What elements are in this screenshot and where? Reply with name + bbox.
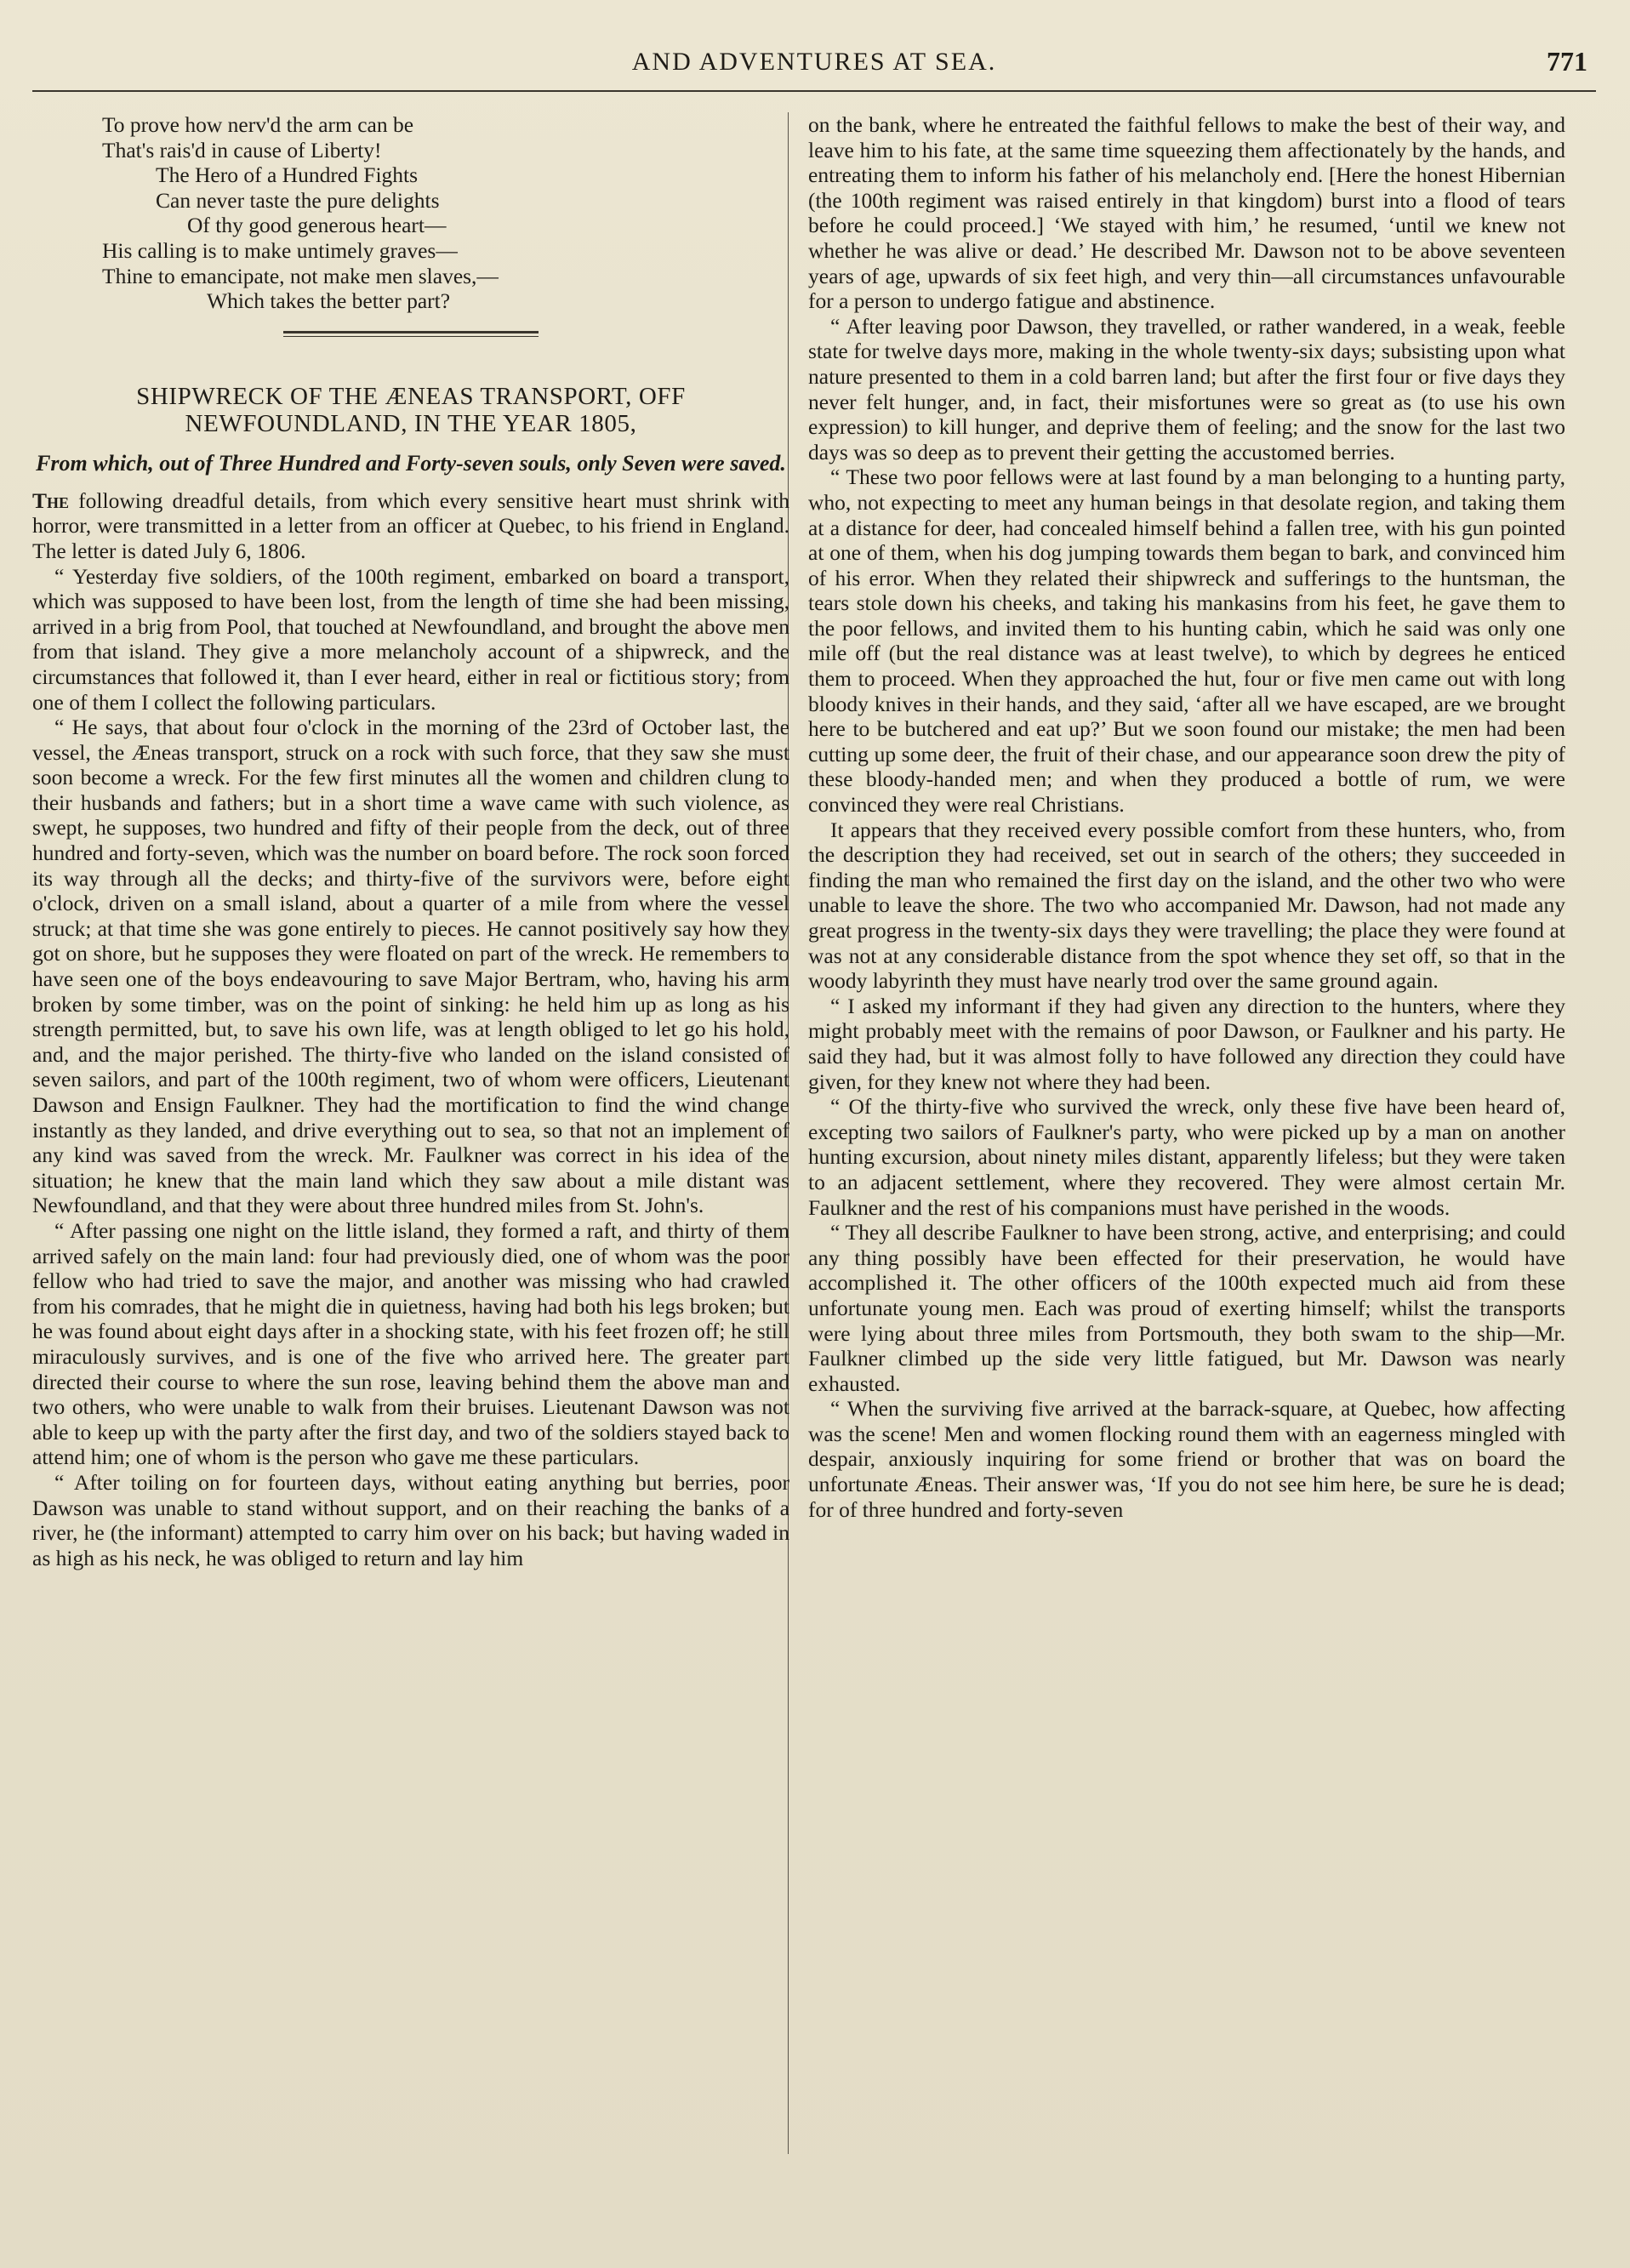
poem-line: Which takes the better part? (207, 288, 451, 314)
poem (32, 112, 789, 314)
poem-line: His calling is to make untimely graves— (102, 237, 458, 263)
paragraph: “ These two poor fellows were at last found by a man belonging to a hunting party, who, not expecting to meet any human beings in that desolate region, and taking them at a distance for deer, had concealed himself behind a fallen tree, with his gun pointed at one of them, when his dog jumping towards them began to bark, and convinced him of his error. When they related their shipwreck and sufferings to the huntsman, the tears stole down his cheeks, and taking his mankasins from his feet, he gave them to the poor fellows, and invited them to his hunting cabin, which he said was only one mile off (but the real distance was at least twelve), to which by degrees he enticed them to proceed. When they approached the hut, four or five men came out with long bloody knives in their hands, and they said, ‘after all we have escaped, are we brought here to be butchered and eat up?’ But we soon found our mistake; the men had been cutting up some deer, the fruit of their chase, and our appearance soon drew the pity of these bloody-handed men; and when they produced a bottle of rum, we were convinced they were real Christians. (808, 464, 1565, 818)
left-column (32, 112, 789, 2171)
paragraph: The following dreadful details, from which every sensitive heart must shrink with horror, were transmitted in a letter from an officer at Quebec, to his friend in England. The letter is dated July 6, 1806. (32, 487, 789, 563)
right-column (808, 112, 1565, 2171)
drop-word: The (32, 487, 70, 513)
paragraph: “ They all describe Faulkner to have been strong, active, and enterprising; and could any thing possibly have been effected for their preservation, he would have accomplished it. The other officers of the 100th expected much aid from these unfortunate young men. Each was proud of exerting himself; whilst the transports were lying about three miles from Portsmouth, they both swam to the ship—Mr. Faulkner climbed up the side very little fatigued, but Mr. Dawson was nearly exhausted. (808, 1220, 1565, 1396)
poem-line: That's rais'd in cause of Liberty! (102, 137, 382, 162)
poem-line: Of thy good generous heart— (187, 213, 447, 238)
paragraph: It appears that they received every possible comfort from these hunters, who, from the description they had received, set out in search of the others; they succeeded in finding the man who remained the first day on the island, and the other two who were unable to leave the shore. The two who accompanied Mr. Dawson, had not made any great progress in the twenty-six days they were travelling; the place they were found at was not at any considerable distance from the spot whence they set off, so that in the woody labyrinth they must have nearly trod over the same ground again. (808, 817, 1565, 994)
article-title: SHIPWRECK OF THE ÆNEAS TRANSPORT, OFF NEWFOUNDLAND, IN THE YEAR 1805, (136, 382, 686, 437)
paragraph: “ Yesterday five soldiers, of the 100th regiment, embarked on board a transport, which was supposed to have been lost, from the length of time she had been missing, arrived in a brig from Pool, that touched at Newfoundland, and brought the above men from that island. They give a more melancholy account of a shipwreck, and the circumstances that followed it, than I ever heard, either in real or fictitious story; from one of them I collect the following particulars. (32, 563, 789, 715)
paragraph: “ After leaving poor Dawson, they travelled, or rather wandered, in a weak, feeble state for twelve days more, making in the whole twenty-six days; subsisting upon what nature presented to them in a cold barren land; but after the first four or five days they never felt hunger, and, in fact, their misfortunes were so great as (to use his own expression) to kill hunger, and deprive them of feeling; and the snow for the last two days was so deep as to prevent their getting the accustomed berries. (808, 313, 1565, 464)
paragraph: “ When the surviving five arrived at the barrack-square, at Quebec, how affecting was the scene! Men and women flocking round them with an eagerness mingled with despair, anxiously inquiring for some friend or brother that was on board the unfortunate Æneas. Their answer was, ‘If you do not see him here, be sure he is dead; for of three hundred and forty-seven (808, 1396, 1565, 1522)
article-subtitle: From which, out of Three Hundred and Forty-seven souls, only Seven were saved. (36, 450, 786, 476)
poem-line: Thine to emancipate, not make men slaves,— (102, 263, 499, 288)
paragraph: on the bank, where he entreated the faithful fellows to make the best of their way, and leave him to his fate, at the same time squeezing them affectionately by the hands, and entreating them to inform his father of his melancholy end. [Here the honest Hibernian (the 100th regiment was raised entirely in that kingdom) burst into a flood of tears before he could proceed.] ‘We stayed with him,’ he resumed, ‘until we knew not whether he was alive or dead.’ He described Mr. Dawson not to be above seventeen years of age, upwards of six feet high, and very thin—all circumstances unfavourable for a person to undergo fatigue and abstinence. (808, 112, 1565, 314)
paragraph: “ Of the thirty-five who survived the wreck, only these five have been heard of, excepting two sailors of Faulkner's party, who were picked up by a man on another hunting excursion, about ninety miles distant, apparently lifeless; but they were taken to an adjacent settlement, where they recovered. They were almost certain Mr. Faulkner and the rest of his companions must have perished in the woods. (808, 1094, 1565, 1220)
section-separator (32, 331, 789, 337)
poem-line: Can never taste the pure delights (156, 187, 440, 213)
header-rule (32, 90, 1596, 92)
poem-line: The Hero of a Hundred Fights (156, 162, 419, 188)
paragraph: “ After toiling on for fourteen days, without eating anything but berries, poor Dawson was unable to stand without support, and on their reaching the banks of a river, he (the informant) attempted to carry him over on his back; but having waded in as high as his neck, he was obliged to return and lay him (32, 1469, 789, 1570)
page-number: 771 (1547, 46, 1587, 77)
paragraph: “ I asked my informant if they had given any direction to the hunters, where they might probably meet with the remains of poor Dawson, or Faulkner and his party. He said they had, but it was almost folly to have followed any direction they could have given, for they knew not where they had been. (808, 993, 1565, 1094)
running-title: AND ADVENTURES AT SEA. (631, 48, 997, 76)
paragraph: “ After passing one night on the little island, they formed a raft, and thirty of them arrived safely on the main land: four had previously died, one of whom was the poor fellow who had tried to save the major, and another was missing who had crawled from his comrades, that he might die in quietness, having had both his legs broken; but he was found about eight days after in a shocking state, with his feet frozen off; he still miraculously survives, and is one of the five who arrived here. The greater part directed their course to where the sun rose, leaving behind them the above man and two others, who were unable to walk from their bruises. Lieutenant Dawson was not able to keep up with the party after the first day, and two of the soldiers stayed back to attend him; one of whom is the person who gave me these particulars. (32, 1217, 789, 1470)
poem-line: To prove how nerv'd the arm can be (102, 112, 414, 137)
paragraph: “ He says, that about four o'clock in the morning of the 23rd of October last, the vessel, the Æneas transport, struck on a rock with such force, that they saw she must soon become a wreck. For the few first minutes all the women and children clung to their husbands and fathers; but in a short time a wave came with such violence, as swept, he supposes, two hundred and fifty of their people from the deck, out of three hundred and forty-seven, which was the number on board before. The rock soon forced its way through all the decks; and thirty-five of the survivors were, before eight o'clock, driven on a small island, about a quarter of a mile from where the vessel struck; at that time she was gone entirely to pieces. He cannot positively say how they got on shore, but he supposes they were floated on part of the wreck. He remembers to have seen one of the boys endeavouring to save Major Bertram, who, having his arm broken by some timber, was on the point of sinking: he held him up as long as his strength permitted, but, to save his own life, was at length obliged to let go his hold, and, and the major perished. The thirty-five who landed on the island consisted of seven sailors, and part of the 100th regiment, two of whom were officers, Lieutenant Dawson and Ensign Faulkner. They had the mortification to find the wind change instantly as they landed, and drive everything out to sea, so that not an implement of any kind was saved from the wreck. Mr. Faulkner was correct in his idea of the situation; he knew that the main land which they saw about a mile distant was Newfoundland, and that they were about three hundred miles from St. John's. (32, 715, 789, 1218)
page-header (32, 36, 1596, 87)
